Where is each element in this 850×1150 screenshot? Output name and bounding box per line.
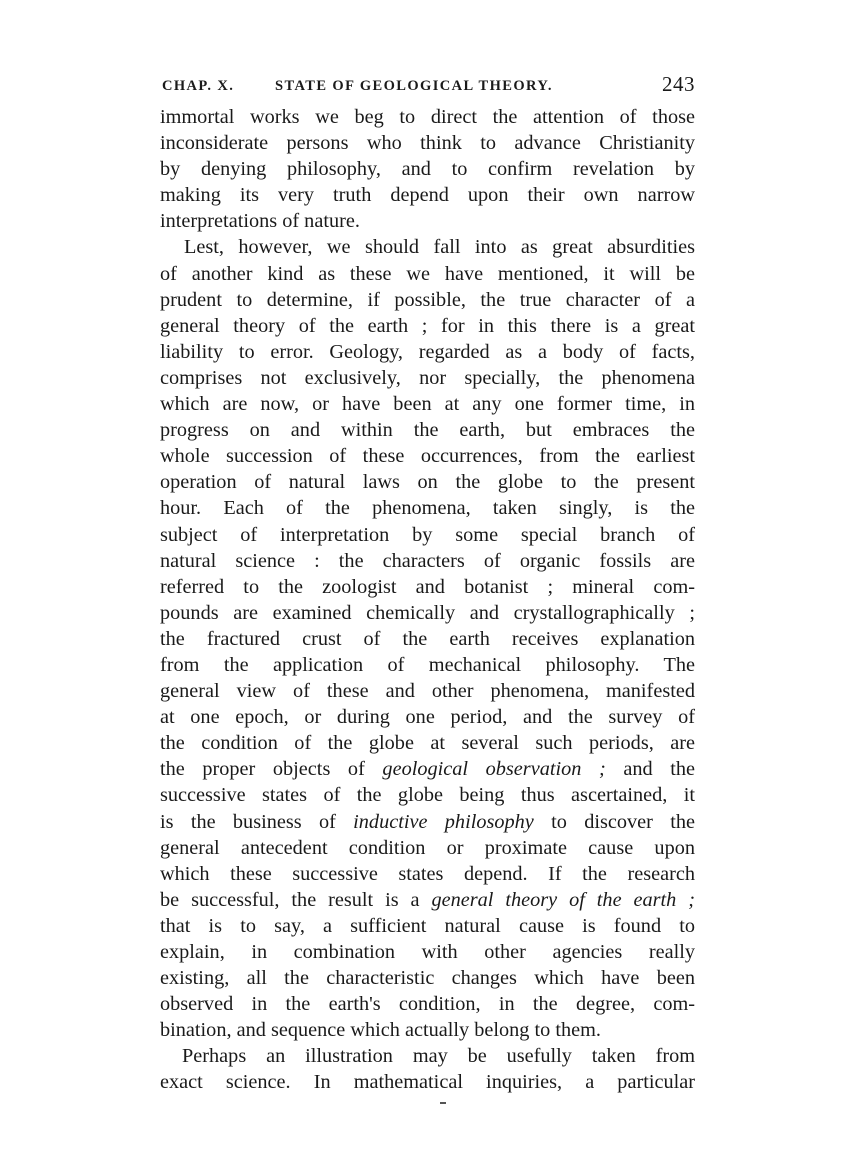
text-line: from the application of mechanical philosophy. The [160, 653, 695, 676]
text-line: at one epoch, or during one period, and the survey of [160, 706, 695, 729]
body-text [160, 104, 695, 1096]
text-line: which these successive states depend. If the research [160, 862, 695, 885]
text-line: general view of these and other phenomena, manifested [160, 680, 695, 703]
text-line: inconsiderate persons who think to advance Christianity [160, 132, 695, 155]
book-page [160, 70, 695, 1096]
text-line: the fractured crust of the earth receives explanation [160, 627, 695, 650]
running-title: STATE OF GEOLOGICAL THEORY. [275, 78, 553, 94]
text-line: subject of interpretation by some special branch of [160, 523, 695, 546]
text-line: natural science : the characters of organic fossils are [160, 549, 695, 572]
text-segment: the proper objects of [160, 758, 383, 781]
text-line: bination, and sequence which actually belong to them. [160, 1019, 601, 1042]
printer-mark [440, 1102, 446, 1104]
running-header [160, 70, 695, 104]
text-line: referred to the zoologist and botanist ; mineral com- [160, 575, 695, 598]
text-line: the condition of the globe at several such periods, are [160, 732, 695, 755]
text-segment: and the [605, 758, 695, 781]
text-line: progress on and within the earth, but embraces the [160, 419, 695, 442]
text-line: interpretations of nature. [160, 210, 360, 233]
text-line: by denying philosophy, and to confirm revelation by [160, 158, 695, 181]
text-line: immortal works we beg to direct the attention of those [160, 106, 695, 128]
page-number: 243 [662, 72, 695, 96]
text-line: Lest, however, we should fall into as great absurdities [184, 236, 695, 259]
text-line: existing, all the characteristic changes which have been [160, 967, 695, 990]
text-line: that is to say, a sufficient natural cause is found to [160, 914, 695, 937]
text-line: operation of natural laws on the globe to the present [160, 471, 695, 494]
text-line [160, 756, 695, 782]
italic-phrase: inductive philosophy [353, 810, 534, 833]
text-line: general theory of the earth ; for in this there is a great [160, 314, 695, 337]
italic-phrase: geological observation ; [382, 758, 606, 781]
text-line: of another kind as these we have mentioned, it will be [160, 262, 695, 285]
text-line [160, 809, 695, 835]
text-line: exact science. In mathematical inquiries, a particular [160, 1071, 695, 1094]
text-segment: be successful, the result is a [160, 888, 432, 911]
text-line: whole succession of these occurrences, from the earliest [160, 445, 695, 468]
text-line [160, 887, 695, 913]
text-line: general antecedent condition or proximate cause upon [160, 836, 695, 859]
italic-phrase: general theory of the earth ; [431, 888, 695, 911]
text-line: liability to error. Geology, regarded as a body of facts, [160, 340, 695, 363]
text-segment: is the business of [160, 810, 354, 833]
text-line: observed in the earth's condition, in the degree, com- [160, 993, 695, 1016]
text-line: hour. Each of the phenomena, taken singly, is the [160, 497, 695, 520]
chapter-label: CHAP. X. [162, 78, 235, 94]
text-line: which are now, or have been at any one former time, in [160, 393, 695, 416]
text-line: comprises not exclusively, nor specially, the phenomena [160, 366, 695, 389]
text-line: making its very truth depend upon their own narrow [160, 184, 695, 207]
text-line: prudent to determine, if possible, the true character of a [160, 288, 695, 311]
text-line: explain, in combination with other agencies really [160, 941, 695, 963]
text-line: successive states of the globe being thus ascertained, it [160, 784, 695, 807]
text-line: pounds are examined chemically and crystallographically ; [160, 601, 695, 624]
text-line: Perhaps an illustration may be usefully taken from [182, 1045, 695, 1068]
text-segment: to discover the [533, 810, 695, 833]
